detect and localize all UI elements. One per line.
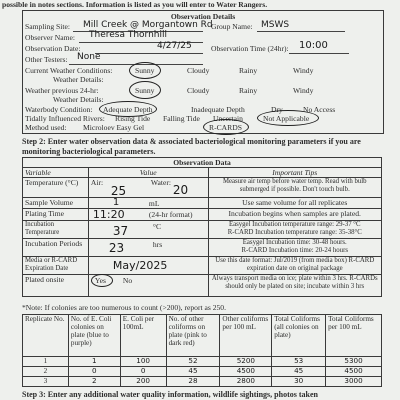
date-line (95, 53, 203, 54)
header-other-per-100ml: Other coliforms per 100 mL (220, 315, 272, 357)
header-variable: Variable (23, 168, 89, 178)
plating-time-cell (88, 209, 208, 221)
testers-label: Other Testers: (25, 55, 68, 64)
prev-weather-rainy[interactable]: Rainy (239, 86, 258, 95)
sample-volume-value[interactable]: 1 (112, 197, 120, 208)
air-value[interactable]: 25 (110, 184, 127, 198)
ecoli-colonies[interactable]: 2 (68, 377, 120, 387)
plated-onsite-cell (88, 275, 208, 297)
current-weather-windy[interactable]: Windy (293, 66, 314, 75)
total-coliforms[interactable]: 45 (272, 367, 326, 377)
incubation-period-tip-rcard: R-CARD Incubation time: 20-24 hours (241, 246, 348, 254)
header-total-per-100ml: Total Coliforms per 100 mL (326, 315, 382, 357)
observer-value[interactable]: Theresa Thornhill (89, 30, 168, 40)
weather-prev-label: Weather previous 24-hr: (25, 86, 99, 95)
method-selection-circle (203, 119, 249, 135)
observation-details-title: Observation Details (170, 12, 236, 21)
tidal-not-applicable[interactable]: Not Applicable (263, 114, 310, 123)
plated-onsite-yes[interactable]: Yes (94, 276, 106, 285)
incubation-temp-cell (88, 221, 208, 239)
colonies-note: *Note: If colonies are too numerous to count (>200), report as 250. (22, 303, 226, 312)
header-ecoli-colonies: No. of E. Coli colonies on plate (blue to purple) (68, 315, 120, 357)
observation-data-title: Observation Data (23, 158, 382, 168)
other-per-100ml[interactable]: 4500 (220, 367, 272, 377)
method-label: Method used: (25, 123, 67, 132)
current-weather-rainy[interactable]: Rainy (239, 66, 258, 75)
incubation-temp-value[interactable]: 37 (112, 224, 129, 238)
media-cell (88, 257, 208, 275)
sample-volume-unit: mL (148, 199, 160, 208)
water-label: Water: (150, 178, 171, 187)
waterbody-adequate[interactable]: Adequate Depth (103, 105, 153, 114)
table-row (23, 377, 382, 387)
replicate-no: 1 (23, 357, 69, 367)
group-name-label: Group Name: (211, 22, 253, 31)
replicate-no: 3 (23, 377, 69, 387)
weather-details-label: Weather Details: (53, 75, 104, 84)
group-name-line (257, 31, 345, 32)
step2-instructions: Step 2: Enter water observation data & associated bacteriological monitoring parameters if you are monitoring bacteriological parameters. (22, 137, 361, 156)
plating-time-unit: (24-hr format) (148, 210, 193, 219)
current-weather-label: Current Weather Conditions: (25, 66, 113, 75)
current-weather-sunny[interactable]: Sunny (135, 66, 155, 75)
prev-weather-sunny[interactable]: Sunny (135, 86, 155, 95)
total-per-100ml[interactable]: 5300 (326, 357, 382, 367)
header-total-coliforms: Total Coliforms (all colonies on plate) (272, 315, 326, 357)
header-ecoli-per-100ml: E. Coli per 100mL (120, 315, 166, 357)
step3-instructions: Step 3: Enter any additional water quality information, wildlife sightings, photos taken (22, 390, 318, 399)
plating-time-value[interactable]: 11:20 (92, 208, 125, 221)
tidal-selection-circle (257, 110, 319, 126)
media-label: Media or R-CARD Expiration Date (23, 257, 89, 275)
waterbody-inadequate[interactable]: Inadequate Depth (191, 105, 245, 114)
total-per-100ml[interactable]: 3000 (326, 377, 382, 387)
plated-onsite-label: Plated onsite (23, 275, 89, 297)
replicate-no: 2 (23, 367, 69, 377)
date-value[interactable]: 4/27/25 (157, 41, 192, 51)
plating-time-label: Plating Time (23, 209, 89, 221)
other-coliforms[interactable]: 52 (166, 357, 220, 367)
plated-onsite-no[interactable]: No (122, 276, 133, 285)
other-coliforms[interactable]: 28 (166, 377, 220, 387)
plating-time-tip: Incubation begins when samples are plated. (208, 209, 381, 221)
time-line (289, 53, 349, 54)
weather-details-label-2: Weather Details: (53, 95, 104, 104)
waterbody-dry[interactable]: Dry (271, 105, 283, 114)
header-other-coliforms: No. of other coliforms on plate (pink to dark red) (166, 315, 220, 357)
tidal-label: Tidally Influenced Rivers: (25, 114, 105, 123)
current-weather-selection-circle (129, 62, 161, 79)
incubation-temp-tip-easygel: Easygel Incubation temperature range: 29-37 °C (228, 221, 361, 228)
incubation-period-label: Incubation Periods (23, 239, 89, 257)
table-row (23, 367, 382, 377)
observation-data-table (22, 157, 382, 297)
prev-weather-cloudy[interactable]: Cloudy (187, 86, 210, 95)
prev-weather-selection-circle (129, 81, 161, 99)
plated-onsite-tip: Always transport media on ice; plate within 3 hrs. R-CARDs should only be plated on site; incubate within 3 hrs (208, 275, 381, 297)
incubation-temp-tip-rcard: R-CARD Incubation temperature range: 35-38°C (227, 228, 362, 236)
observation-details-box (22, 10, 384, 134)
method-rcards[interactable]: R-CARDS (209, 123, 242, 132)
sampling-site-value[interactable]: Mill Creek @ Morgantown Rd (83, 20, 213, 30)
total-coliforms[interactable]: 53 (272, 357, 326, 367)
time-label: Observation Time (24hr): (211, 44, 289, 53)
total-coliforms[interactable]: 30 (272, 377, 326, 387)
method-easygel[interactable]: Microloev Easy Gel (83, 123, 145, 132)
plated-onsite-selection-circle (91, 274, 113, 287)
temp-tip: Measure air temp before water temp. Read with bulb submerged if possible. Don't touch bulb. (208, 178, 381, 198)
incubation-period-tip-easygel: Easygel Incubation time: 30-48 hours. (242, 239, 347, 246)
ecoli-per-100ml[interactable]: 200 (120, 377, 166, 387)
sample-volume-cell (88, 198, 208, 209)
observer-label: Observer Name: (25, 33, 75, 42)
header-tips: Important Tips (208, 168, 381, 178)
temp-label: Temperature (°C) (23, 178, 89, 198)
header-replicate-no: Replicate No. (23, 315, 69, 357)
incubation-temp-label: Incubation Temperature (23, 221, 89, 239)
media-tip: Use this date format: Jul/2019 (from media box) R-CARD expiration date on original package (208, 257, 381, 275)
group-name-value[interactable]: MSWS (261, 20, 290, 30)
other-coliforms[interactable]: 45 (166, 367, 220, 377)
testers-value[interactable]: None (77, 52, 101, 62)
tidal-falling[interactable]: Falling Tide (163, 114, 200, 123)
header-value: Value (88, 168, 208, 178)
tidal-rising[interactable]: Rising Tide (115, 114, 151, 123)
time-value[interactable]: 10:00 (299, 40, 328, 51)
date-label: Observation Date: (25, 44, 81, 53)
table-row (23, 357, 382, 367)
air-label: Air: (90, 178, 104, 187)
header-instruction: possible in notes sections. Information is listed as you will enter to Water Rangers. (2, 0, 268, 9)
water-value[interactable]: 20 (172, 183, 189, 197)
incubation-period-cell (88, 239, 208, 257)
tidal-uncertain[interactable]: Uncertain (213, 114, 243, 123)
incubation-temp-unit: °C (152, 222, 162, 231)
temp-value-cell (88, 178, 208, 198)
sample-volume-tip: Use same volume for all replicates (208, 198, 381, 209)
replicate-header-row (23, 315, 382, 357)
total-per-100ml[interactable]: 4500 (326, 367, 382, 377)
media-value[interactable]: May/2025 (112, 259, 168, 272)
ecoli-per-100ml[interactable]: 0 (120, 367, 166, 377)
incubation-period-unit: hrs (152, 240, 163, 249)
replicate-table (22, 314, 382, 387)
waterbody-no-access[interactable]: No Access (303, 105, 336, 114)
ecoli-per-100ml[interactable]: 100 (120, 357, 166, 367)
ecoli-colonies[interactable]: 1 (68, 357, 120, 367)
waterbody-label: Waterbody Condition: (25, 105, 93, 114)
incubation-temp-tips (208, 221, 381, 239)
other-per-100ml[interactable]: 5200 (220, 357, 272, 367)
sampling-site-label: Sampling Site: (25, 22, 70, 31)
other-per-100ml[interactable]: 2800 (220, 377, 272, 387)
ecoli-colonies[interactable]: 0 (68, 367, 120, 377)
current-weather-cloudy[interactable]: Cloudy (187, 66, 210, 75)
sample-volume-label: Sample Volume (23, 198, 89, 209)
prev-weather-windy[interactable]: Windy (293, 86, 314, 95)
incubation-period-value[interactable]: 23 (108, 241, 125, 255)
incubation-period-tips (208, 239, 381, 257)
